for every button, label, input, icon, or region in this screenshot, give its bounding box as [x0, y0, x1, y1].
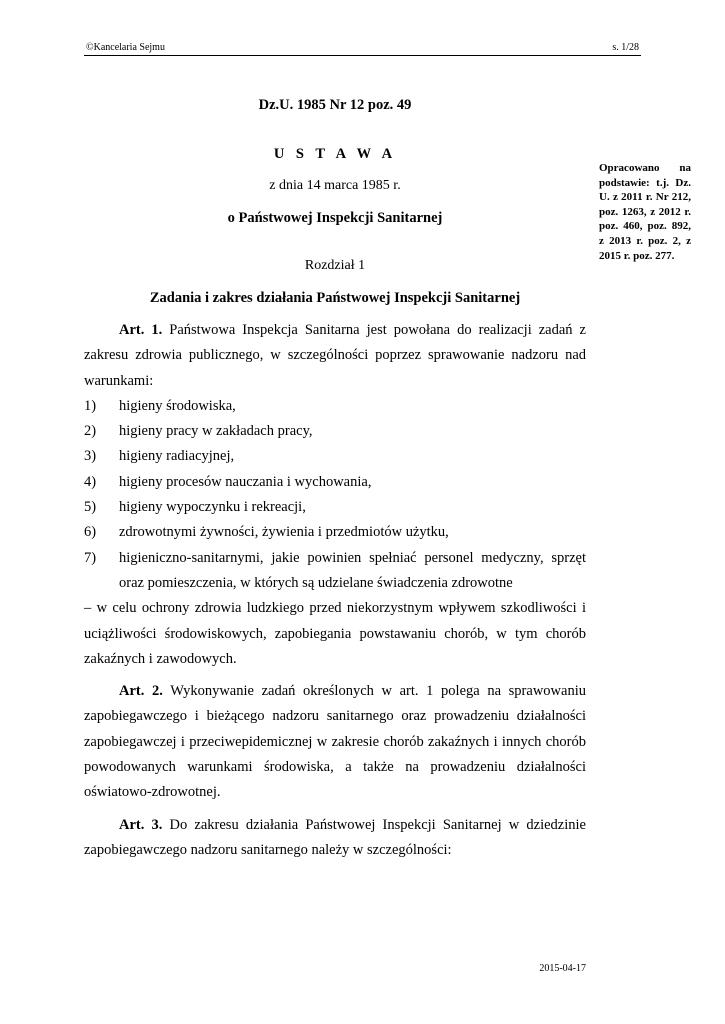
- list-item-text: higieny pracy w zakładach pracy,: [119, 423, 313, 440]
- list-item-number: 1): [84, 397, 97, 414]
- document-date: z dnia 14 marca 1985 r.: [269, 178, 401, 193]
- article-1-list: [84, 394, 586, 596]
- article-2: [84, 679, 586, 805]
- article-3: [84, 813, 586, 864]
- list-item-number: 5): [84, 499, 97, 516]
- article-1-label: Art. 1.: [119, 322, 163, 338]
- article-1: [84, 318, 586, 394]
- list-item-number: 2): [84, 423, 97, 440]
- page-number: s. 1/28: [612, 42, 639, 53]
- list-item: [84, 394, 586, 419]
- list-item-number: 3): [84, 448, 97, 465]
- article-3-label: Art. 3.: [119, 816, 163, 833]
- list-item-text: higieny radiacyjnej,: [119, 448, 235, 465]
- article-2-text: Wykonywanie zadań określonych w art. 1 polega na sprawowaniu zapobiegawczego i bieżącego nadzoru sanitarnego oraz prowadzeniu działalności zapobiegawczej i przeciwepidemicznej w zakresie chorób zakaźnych i innych chorób powodowanych warunkami środowiska, a także na prowadzeniu działalności oświatowo-zdrowotnej.: [84, 683, 586, 801]
- header-source: ©Kancelaria Sejmu: [86, 42, 165, 53]
- list-item-text: higieny środowiska,: [119, 397, 236, 414]
- article-2-label: Art. 2.: [119, 683, 163, 700]
- list-item-number: 7): [84, 549, 97, 566]
- document-body: [84, 318, 586, 863]
- list-item: [84, 419, 586, 444]
- article-3-text: Do zakresu działania Państwowej Inspekcji Sanitarnej w dziedzinie zapobiegawczego nadzoru sanitarnego należy w szczególności:: [84, 816, 586, 858]
- document-type: U S T A W A: [273, 146, 397, 162]
- document-title: Dz.U. 1985 Nr 12 poz. 49: [258, 97, 412, 113]
- list-item-text: zdrowotnymi żywności, żywienia i przedmiotów użytku,: [119, 524, 449, 541]
- list-item-text: higieny wypoczynku i rekreacji,: [119, 499, 306, 516]
- list-item: [84, 546, 586, 597]
- list-item-number: 6): [84, 524, 97, 541]
- list-item: [84, 470, 586, 495]
- list-item-text: higieniczno-sanitarnymi, jakie powinien spełniać personel medyczny, sprzęt oraz pomieszczenia, w których są udzielane świadczenia zdrowotne: [119, 549, 586, 591]
- list-item: [84, 444, 586, 469]
- list-item: [84, 495, 586, 520]
- list-item-number: 4): [84, 473, 97, 490]
- footer-date: 2015-04-17: [539, 963, 586, 974]
- chapter-number: Rozdział 1: [304, 258, 366, 273]
- chapter-title: Zadania i zakres działania Państwowej Inspekcji Sanitarnej: [149, 290, 521, 306]
- document-subject: o Państwowej Inspekcji Sanitarnej: [227, 210, 443, 226]
- article-1-text: Państwowa Inspekcja Sanitarna jest powołana do realizacji zadań z zakresu zdrowia publicznego, w szczególności poprzez sprawowanie nadzoru nad warunkami:: [84, 322, 586, 389]
- header-divider: [84, 55, 641, 56]
- list-item-text: higieny procesów nauczania i wychowania,: [119, 473, 372, 490]
- list-item: [84, 520, 586, 545]
- side-note: Opracowano na podstawie: t.j. Dz. U. z 2011 r. Nr 212, poz. 1263, z 2012 r. poz. 460, poz. 892, z 2013 r. poz. 2, z 2015 r. poz. 277.: [599, 162, 691, 262]
- article-1-closing: – w celu ochrony zdrowia ludzkiego przed niekorzystnym wpływem szkodliwości i uciążliwości środowiskowych, zapobiegania powstawaniu chorób, w tym chorób zakaźnych i zawodowych.: [84, 600, 586, 667]
